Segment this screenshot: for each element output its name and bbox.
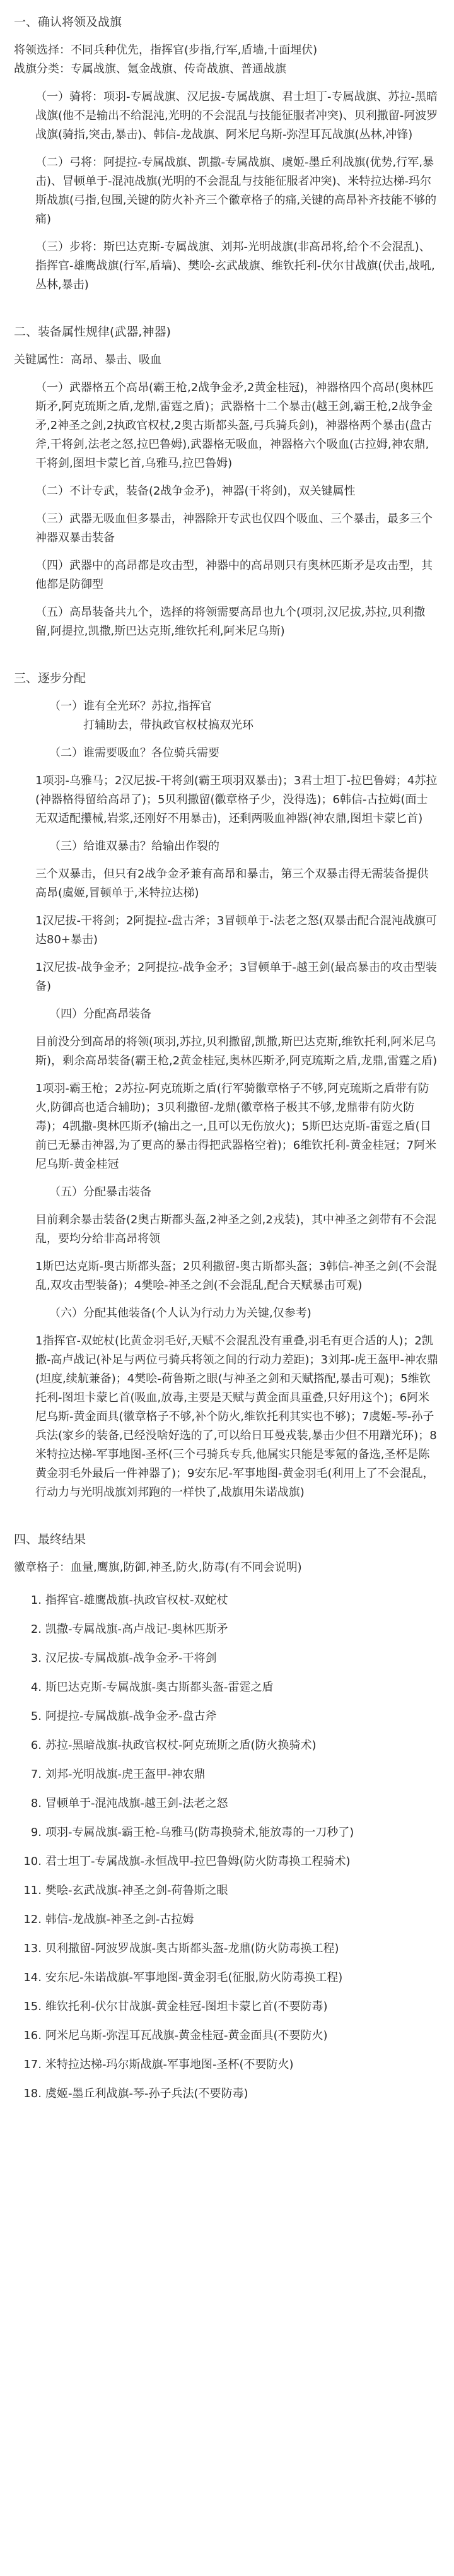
section-1-title: 一、确认将领及战旗 [14, 15, 122, 29]
list-item-number: 13. [23, 1942, 42, 1955]
key-attributes-text: 关键属性：高昂、暴击、吸血 [14, 353, 161, 367]
list-item-number: 12. [23, 1913, 42, 1926]
list-item [14, 1765, 439, 1784]
step-1-question: （一）谁有全光环？苏拉,指挥官 [49, 700, 212, 713]
list-item [14, 1910, 439, 1929]
list-item-number: 11. [23, 1884, 42, 1897]
list-item [14, 1852, 439, 1871]
infantry-generals-text: （三）步将：斯巴达克斯-专属战旗、刘邦-光明战旗(非高昂将,给个不会混乱)、指挥官-雄鹰战旗(行军,盾墙)、樊哙-玄武战旗、维钦托利-伏尔甘战旗(伏击,战吼,丛林,暴击) [35, 240, 435, 291]
list-item-number: 10. [23, 1855, 42, 1868]
banner-categories-text: 战旗分类：专属战旗、氪金战旗、传奇战旗、普通战旗 [14, 62, 286, 76]
list-item-number: 9. [30, 1826, 42, 1839]
section-3-title: 三、逐步分配 [14, 671, 86, 685]
step-6-assignment: 1指挥官-双蛇杖(比黄金羽毛好,天赋不会混乱没有重叠,羽毛有更合适的人)；2凯撒-高卢战记(补足与两位弓骑兵将领之间的行动力差距)；3刘邦-虎王盔甲-神农鼎(坦度,续航兼备)；4樊哙-荷鲁斯之眼(与神圣之剑和天赋搭配,暴击可观)；5维钦托利-图坦卡蒙匕首(吸血,放毒,主要是天赋与黄金面具重叠,只好用这个)；6阿米尼乌斯-黄金面具(徽章格子不够,补个防火,维钦托利其实也不够)；7虞姬-琴-孙子兵法(家乡的装备,已经没啥好选的了,可以给日耳曼戎装,暴击少但不用蹭光环)；8米特拉达梯-军事地图-圣杯(三个弓骑兵专兵,他属实只能是零氪的备选,圣杯是陈黄金羽毛外最后一件神器了)；9安东尼-军事地图-黄金羽毛(利用上了不会混乱，行动力与光明战旗刘邦跑的一样快了,战旗用朱诺战旗) [35, 1334, 438, 1499]
final-result-list [14, 1591, 439, 2103]
step-3-option-b: 1汉尼拔-战争金矛；2阿提拉-战争金矛；3冒顿单于-越王剑(最高暴击的攻击型装备) [35, 961, 437, 993]
equipment-rule-2: （二）不计专武，装备(2战争金矛)，神器(干将剑)，双关键属性 [35, 485, 356, 498]
list-item-text: 君士坦丁-专属战旗-永恒战甲-拉巴鲁姆(防火防毒换工程骑术) [45, 1855, 351, 1868]
list-item-number: 3. [30, 1652, 42, 1665]
list-item-text: 汉尼拔-专属战旗-战争金矛-干将剑 [45, 1652, 217, 1665]
list-item-number: 5. [30, 1710, 42, 1723]
list-item [14, 2085, 439, 2103]
list-item-number: 8. [30, 1797, 42, 1810]
list-item-text: 阿提拉-专属战旗-战争金矛-盘古斧 [45, 1710, 217, 1723]
equipment-rule-1: （一）武器格五个高昂(霸王枪,2战争金矛,2黄金桂冠)，神器格四个高昂(奥林匹斯矛,阿克琉斯之盾,龙鼎,雷霆之盾)；武器格十二个暴击(越王剑,霸王枪,2战争金矛,2神圣之剑,2执政官权杖,2奥古斯都头盔,弓兵骑兵剑)，神器格两个暴击(盘古斧,干将剑,法老之怒,拉巴鲁姆),武器格无吸血，神器格六个吸血(古拉姆,神农鼎,干将剑,图坦卡蒙匕首,乌雅马,拉巴鲁姆) [35, 381, 434, 470]
list-item-number: 7. [30, 1768, 42, 1781]
list-item-text: 刘邦-光明战旗-虎王盔甲-神农鼎 [45, 1768, 206, 1781]
list-item-text: 项羽-专属战旗-霸王枪-乌雅马(防毒换骑术,能放毒的一刀秒了) [45, 1826, 354, 1839]
general-selection-text: 将领选择：不同兵种优先，指挥官(步指,行军,盾墙,十面埋伏) [14, 44, 318, 57]
list-item-number: 6. [30, 1739, 42, 1752]
list-item [14, 1997, 439, 2016]
list-item-number: 2. [30, 1623, 42, 1636]
step-6-question: （六）分配其他装备(个人认为行动力为关键,仅参考) [49, 1307, 311, 1320]
step-3-question: （三）给谁双暴击？给输出作裂的 [49, 840, 219, 853]
equipment-rule-3: （三）武器无吸血但多暴击，神器除开专武也仅四个吸血、三个暴击，最多三个神器双暴击装备 [35, 512, 433, 544]
section-4-title: 四、最终结果 [14, 1532, 86, 1546]
list-item [14, 1620, 439, 1639]
list-item [14, 1968, 439, 1987]
step-4-question: （四）分配高昂装备 [49, 1008, 151, 1021]
step-2-question: （二）谁需要吸血？各位骑兵需要 [49, 746, 219, 760]
list-item-text: 樊哙-玄武战旗-神圣之剑-荷鲁斯之眼 [45, 1884, 228, 1897]
step-3-answer: 三个双暴击，但只有2战争金矛兼有高昂和暴击，第三个双暴击得无需装备提供高昂(虞姬,冒顿单于,米特拉达梯) [35, 867, 429, 900]
list-item [14, 1736, 439, 1755]
list-item-text: 指挥官-雄鹰战旗-执政官权杖-双蛇杖 [45, 1594, 228, 1607]
list-item-number: 17. [23, 2058, 42, 2071]
step-4-assignment: 1项羽-霸王枪；2苏拉-阿克琉斯之盾(行军骑徽章格子不够,阿克琉斯之盾带有防火,防御高也适合辅助)；3贝利撒留-龙鼎(徽章格子极其不够,龙鼎带有防火防毒)；4凯撒-奥林匹斯矛(输出之一,且可以无伤放火)；5斯巴达克斯-雷霆之盾(目前已无暴击神器,为了更高的暴击得把武器格空着)；6维钦托利-黄金桂冠；7阿米尼乌斯-黄金桂冠 [35, 1082, 437, 1171]
step-5-answer: 目前剩余暴击装备(2奥古斯都头盔,2神圣之剑,2戎装)，其中神圣之剑带有不会混乱，要均分给非高昂将领 [35, 1213, 436, 1245]
list-item-number: 15. [23, 2000, 42, 2013]
step-2-answer: 1项羽-乌雅马；2汉尼拔-干将剑(霸王项羽双暴击)；3君士坦丁-拉巴鲁姆；4苏拉(神器格得留给高昂了)；5贝利撒留(徽章格子少，没得选)；6韩信-古拉姆(面士无双适配攥械,岩浆,还刚好不用暴击)，还剩两吸血神器(神农鼎,图坦卡蒙匕首) [35, 774, 438, 825]
list-item-text: 米特拉达梯-玛尔斯战旗-军事地图-圣杯(不要防火) [45, 2058, 294, 2071]
equipment-rule-5: （五）高昂装备共九个，选择的将领需要高昂也九个(项羽,汉尼拔,苏拉,贝利撒留,阿提拉,凯撒,斯巴达克斯,维钦托利,阿米尼乌斯) [35, 606, 426, 638]
list-item-number: 16. [23, 2029, 42, 2042]
list-item-number: 18. [23, 2087, 42, 2100]
list-item [14, 1678, 439, 1697]
list-item [14, 1823, 439, 1842]
list-item-text: 阿米尼乌斯-弥涅耳瓦战旗-黄金桂冠-黄金面具(不要防火) [45, 2029, 328, 2042]
step-5-assignment: 1斯巴达克斯-奥古斯都头盔；2贝利撒留-奥古斯都头盔；3韩信-神圣之剑(不会混乱,双攻击型装备)；4樊哙-神圣之剑(不会混乱,配合天赋暴击可观) [35, 1260, 437, 1292]
list-item-text: 韩信-龙战旗-神圣之剑-古拉姆 [45, 1913, 194, 1926]
list-item [14, 1939, 439, 1958]
list-item-text: 苏拉-黑暗战旗-执政官权杖-阿克琉斯之盾(防火换骑术) [45, 1739, 317, 1752]
list-item-text: 冒顿单于-混沌战旗-越王剑-法老之怒 [45, 1797, 228, 1810]
archer-generals-text: （二）弓将：阿提拉-专属战旗、凯撒-专属战旗、虞姬-墨丘利战旗(优势,行军,暴击)、冒顿单于-混沌战旗(光明的不会混乱与技能征服者冲突)、米特拉达梯-玛尔斯战旗(弓指,包围,关键的防火补齐三个徽章格子的痛,关键的高昂补齐技能不够的痛) [35, 156, 437, 226]
section-4 [14, 1530, 439, 2103]
list-item [14, 1591, 439, 1610]
step-1-answer: 打辅助去，带执政官权杖搞双光环 [83, 719, 253, 732]
list-item [14, 2056, 439, 2074]
list-item [14, 1707, 439, 1726]
list-item [14, 1794, 439, 1813]
list-item-number: 4. [30, 1681, 42, 1694]
list-item-number: 1. [30, 1594, 42, 1607]
list-item [14, 2026, 439, 2045]
list-item-text: 维钦托利-伏尔甘战旗-黄金桂冠-图坦卡蒙匕首(不要防毒) [45, 2000, 328, 2013]
list-item-text: 斯巴达克斯-专属战旗-奥古斯都头盔-雷霆之盾 [45, 1681, 274, 1694]
badge-slots-text: 徽章格子：血量,鹰旗,防御,神圣,防火,防毒(有不同会说明) [14, 1561, 302, 1574]
cavalry-generals-text: （一）骑将：项羽-专属战旗、汉尼拔-专属战旗、君士坦丁-专属战旗、苏拉-黑暗战旗(他不是输出不给混沌,光明的不会混乱与技能征服者冲突)、贝利撒留-阿波罗战旗(骑指,突击,暴击)、韩信-龙战旗、阿米尼乌斯-弥涅耳瓦战旗(丛林,冲锋) [35, 90, 438, 141]
step-4-answer: 目前没分到高昂的将领(项羽,苏拉,贝利撒留,凯撒,斯巴达克斯,维钦托利,阿米尼乌斯)，剩余高昂装备(霸王枪,2黄金桂冠,奥林匹斯矛,阿克琉斯之盾,龙鼎,雷霆之盾) [35, 1035, 438, 1067]
section-2 [14, 322, 439, 641]
section-2-title: 二、装备属性规律(武器,神器) [14, 325, 171, 339]
list-item-number: 14. [23, 1971, 42, 1984]
section-3 [14, 669, 439, 1502]
section-1 [14, 13, 439, 295]
step-3-option-a: 1汉尼拔-干将剑；2阿提拉-盘古斧；3冒顿单于-法老之怒(双暴击配合混沌战旗可达80+暴击) [35, 914, 437, 946]
list-item [14, 1649, 439, 1668]
list-item-text: 虞姬-墨丘利战旗-琴-孙子兵法(不要防毒) [45, 2087, 248, 2100]
list-item [14, 1881, 439, 1900]
step-5-question: （五）分配暴击装备 [49, 1185, 151, 1199]
list-item-text: 凯撒-专属战旗-高卢战记-奥林匹斯矛 [45, 1623, 228, 1636]
list-item-text: 安东尼-朱诺战旗-军事地图-黄金羽毛(征服,防火防毒换工程) [45, 1971, 343, 1984]
list-item-text: 贝利撒留-阿波罗战旗-奥古斯都头盔-龙鼎(防火防毒换工程) [45, 1942, 339, 1955]
equipment-rule-4: （四）武器中的高昂都是攻击型，神器中的高昂则只有奥林匹斯矛是攻击型，其他都是防御型 [35, 559, 433, 591]
